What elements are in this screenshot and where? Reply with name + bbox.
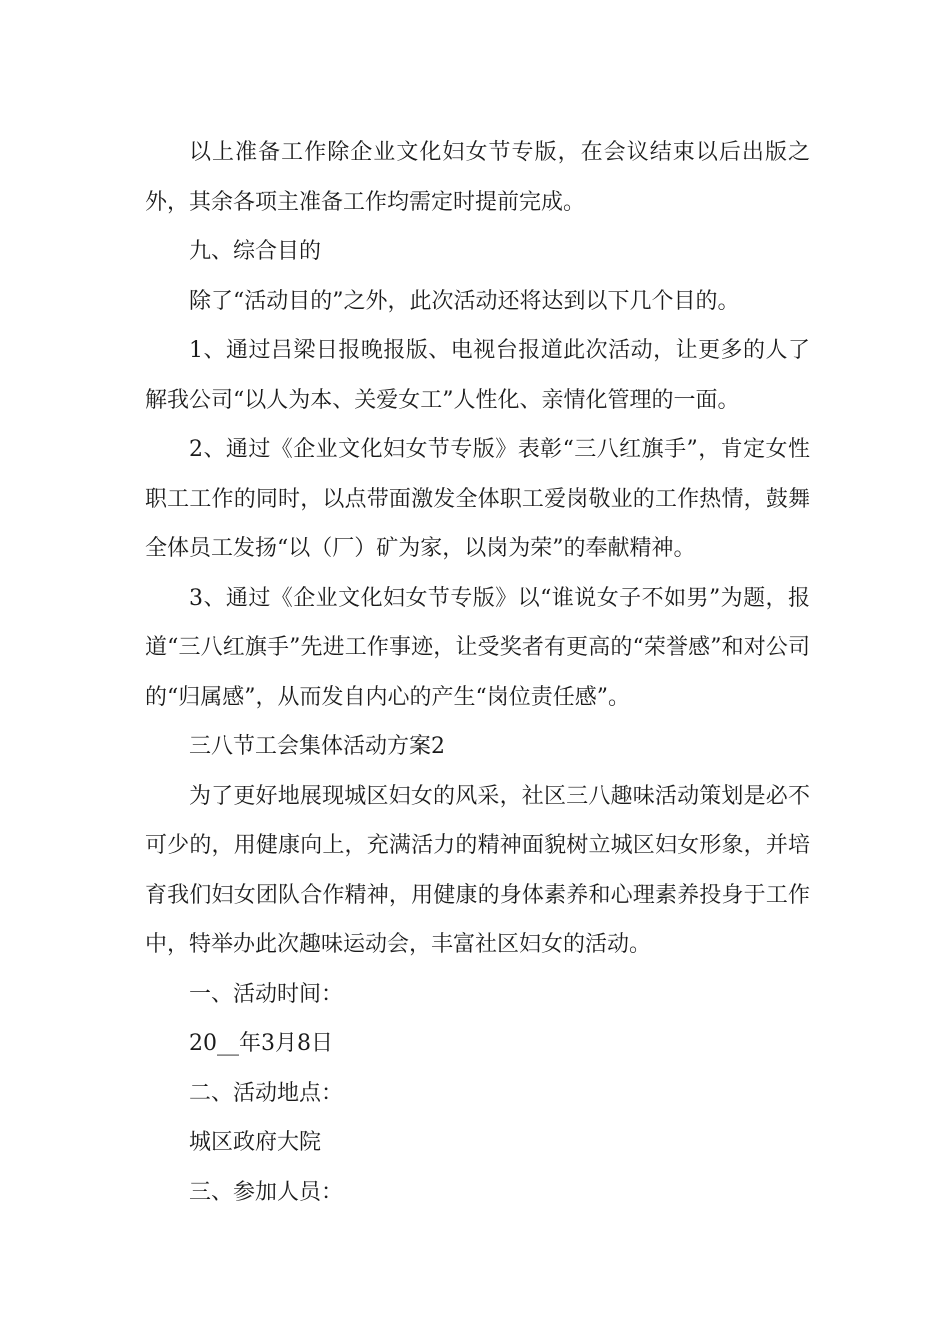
paragraph-plan-2-intro: 为了更好地展现城区妇女的风采，社区三八趣味活动策划是必不可少的，用健康向上，充满活力的精神面貌树立城区妇女形象，并培育我们妇女团队合作精神，用健康的身体素养和心理素养投身于工作中，特举办此次趣味运动会，丰富社区妇女的活动。	[145, 783, 810, 957]
section-heading-participants: 三、参加人员：	[189, 1179, 344, 1205]
section-heading-activity-time: 一、活动时间：	[189, 981, 344, 1007]
paragraph-preparation-note: 以上准备工作除企业文化妇女节专版，在会议结束以后出版之外，其余各项主准备工作均需定时提前完成。	[145, 140, 810, 215]
plan-title-2: 三八节工会集体活动方案2	[189, 734, 445, 759]
activity-location: 城区政府大院	[189, 1130, 322, 1155]
section-heading-activity-location: 二、活动地点：	[189, 1080, 344, 1106]
paragraph-goal-1: 1、通过吕梁日报晚报版、电视台报道此次活动，让更多的人了解我公司“以人为本、关爱女工”人性化、亲情化管理的一面。	[145, 338, 810, 413]
section-heading-comprehensive-goals: 九、综合目的	[189, 239, 322, 264]
activity-date: 20__年3月8日	[189, 1031, 333, 1056]
document-body	[145, 128, 810, 1217]
paragraph-goal-2: 2、通过《企业文化妇女节专版》表彰“三八红旗手”，肯定女性职工工作的同时，以点带面激发全体职工爱岗敬业的工作热情，鼓舞全体员工发扬“以（厂）矿为家，以岗为荣”的奉献精神。	[145, 437, 810, 561]
paragraph-goals-intro: 除了“活动目的”之外，此次活动还将达到以下几个目的。	[189, 288, 740, 314]
paragraph-goal-3: 3、通过《企业文化妇女节专版》以“谁说女子不如男”为题，报道“三八红旗手”先进工作事迹，让受奖者有更高的“荣誉感”和对公司的“归属感”，从而发自内心的产生“岗位责任感”。	[145, 585, 810, 710]
